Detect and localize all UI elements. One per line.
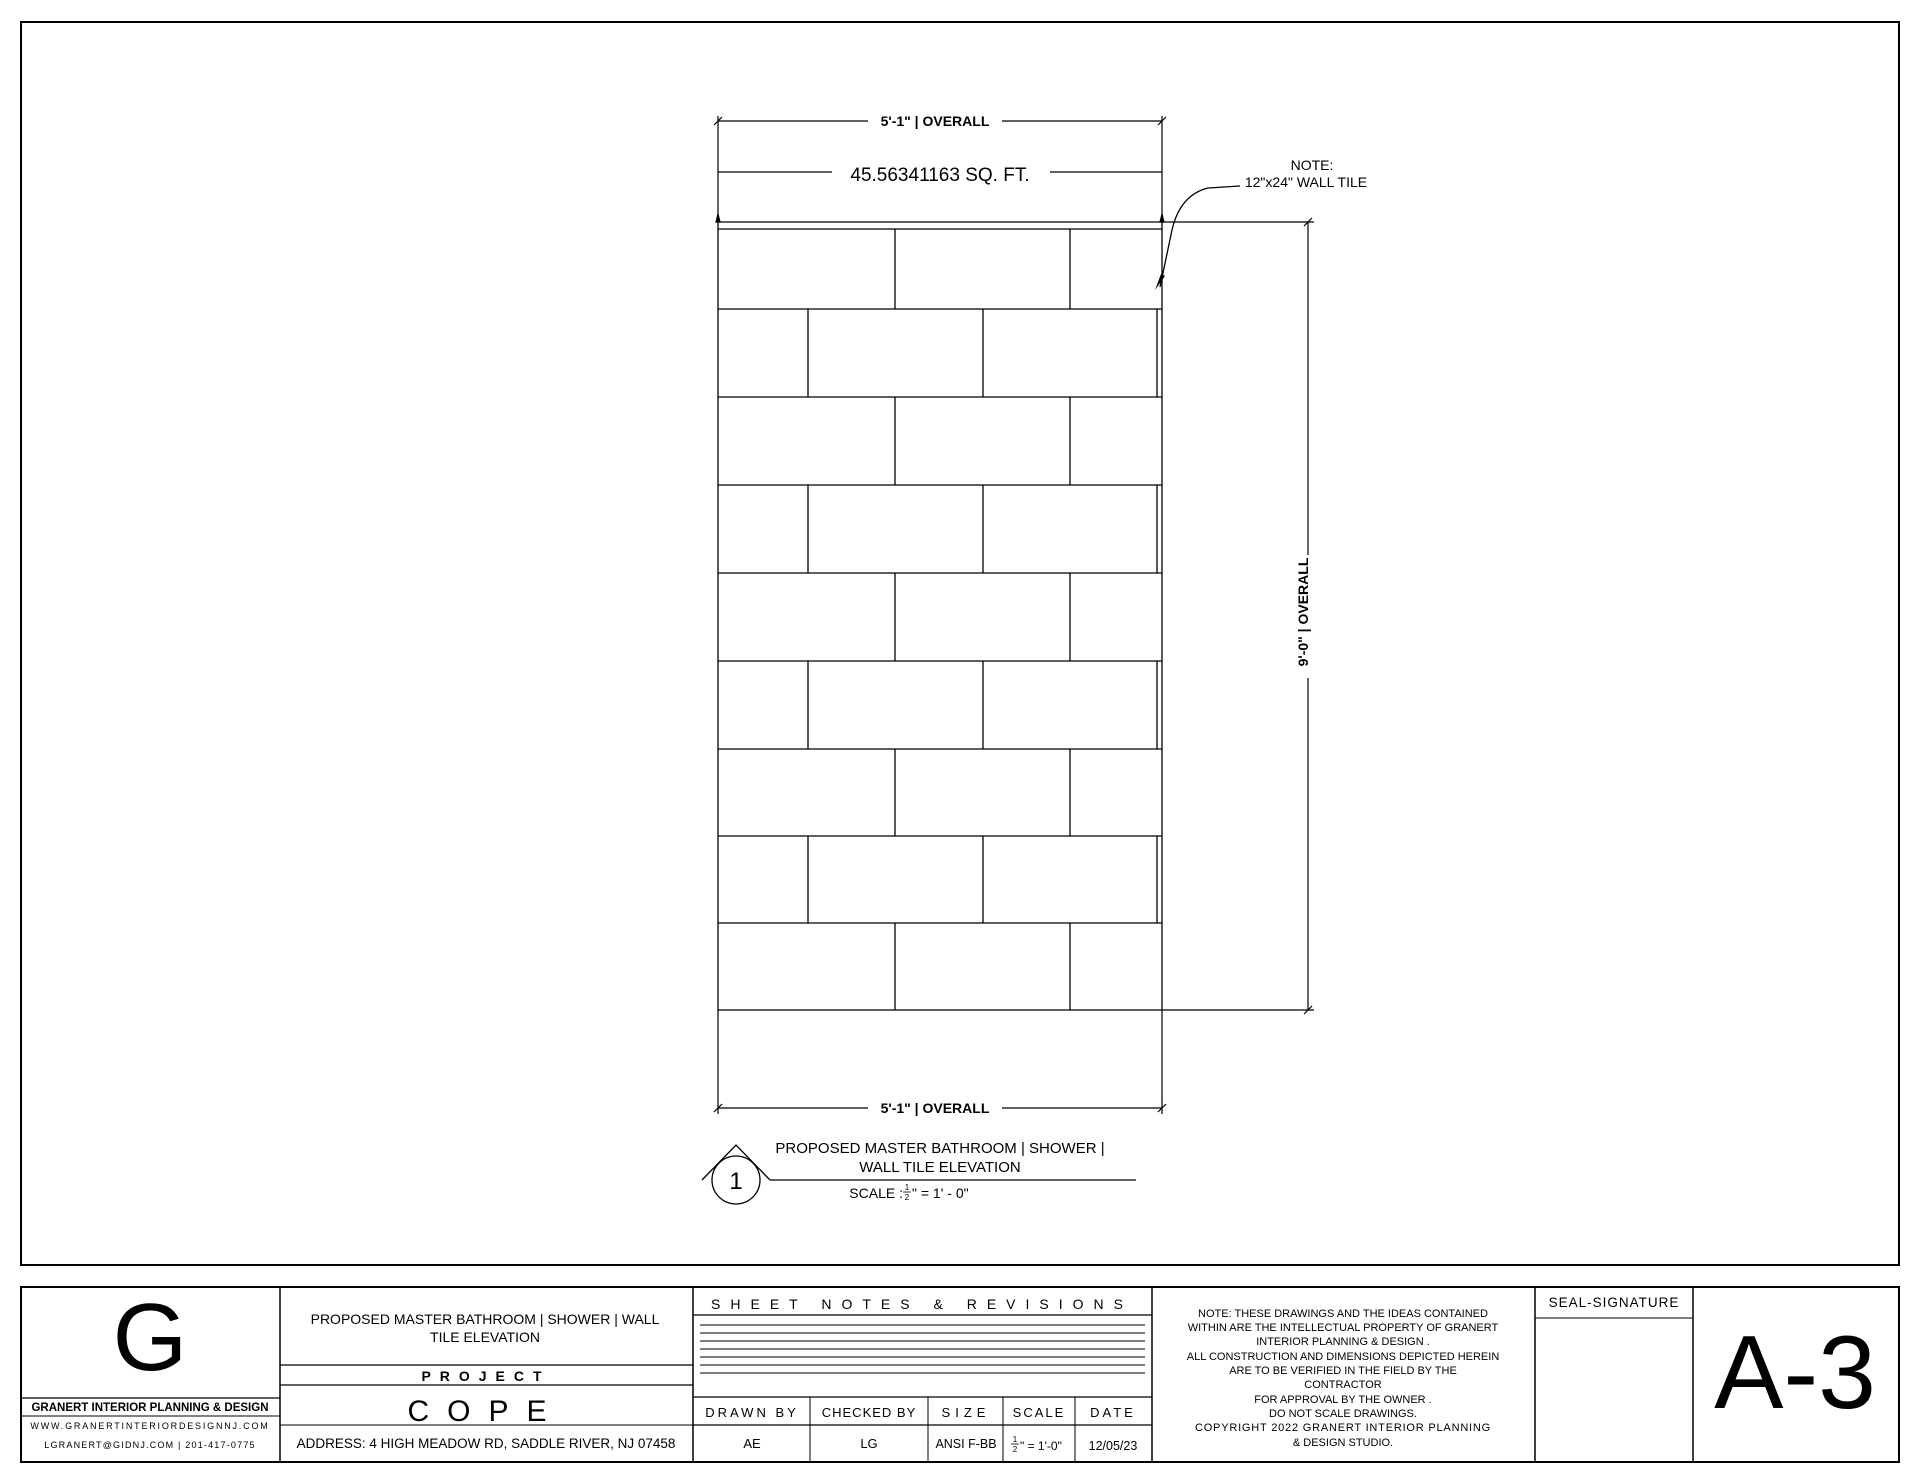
legal-note-line: COPYRIGHT 2022 GRANERT INTERIOR PLANNING (1194, 1422, 1492, 1434)
date-label: DATE (1090, 1405, 1136, 1420)
legal-note-line: CONTRACTOR (1304, 1379, 1382, 1391)
sheet-title-line1: PROPOSED MASTER BATHROOM | SHOWER | WALL (310, 1311, 660, 1327)
area-label: 45.56341163 SQ. FT. (850, 165, 1030, 186)
checked-by-label: CHECKED BY (821, 1405, 917, 1420)
legal-note-line: FOR APPROVAL BY THE OWNER . (1254, 1394, 1432, 1406)
sheet-title-line2: TILE ELEVATION (430, 1329, 540, 1345)
legal-note-line: DO NOT SCALE DRAWINGS. (1269, 1408, 1417, 1420)
company-contact: LGRANERT@GIDNJ.COM | 201-417-0775 (44, 1440, 256, 1450)
note-arrow-icon (1155, 274, 1165, 290)
sheet-notes-header: SHEET NOTES & REVISIONS (711, 1296, 1133, 1312)
note-text: 12"x24" WALL TILE (1244, 174, 1368, 190)
svg-text:2: 2 (1012, 1445, 1018, 1454)
logo-letter: G (112, 1284, 188, 1391)
callout-scale-fraction (903, 1183, 911, 1202)
bottom-dimension (714, 1010, 1166, 1114)
callout-scale-suffix: " = 1' - 0" (912, 1185, 969, 1201)
svg-text:1: 1 (1012, 1435, 1018, 1444)
legal-note-line: WITHIN ARE THE INTELLECTUAL PROPERTY OF GRANERT (1187, 1322, 1499, 1334)
right-dimension-label: 9'-0" | OVERALL (1295, 557, 1311, 667)
legal-note-line: INTERIOR PLANNING & DESIGN . (1256, 1336, 1430, 1348)
company-website: WWW.GRANERTINTERIORDESIGNNJ.COM (30, 1421, 270, 1431)
note-title: NOTE: (1290, 157, 1334, 173)
callout-scale-prefix: SCALE : (849, 1185, 903, 1201)
project-label: PROJECT (421, 1368, 551, 1384)
callout-title-line2: WALL TILE ELEVATION (859, 1159, 1021, 1176)
drawing-border (21, 22, 1899, 1265)
scale-value-fraction (1011, 1435, 1019, 1454)
callout-number: 1 (729, 1168, 743, 1195)
size-value: ANSI F-BB (935, 1437, 997, 1451)
right-dimension (1162, 218, 1314, 1014)
drawn-by-label: DRAWN BY (705, 1405, 799, 1420)
legal-note-line: ARE TO BE VERIFIED IN THE FIELD BY THE (1229, 1365, 1457, 1377)
sheet-number: A-3 (1714, 1315, 1876, 1431)
scale-label: SCALE (1012, 1405, 1066, 1420)
checked-by-value: LG (860, 1436, 878, 1451)
note-leader (1160, 186, 1240, 287)
top-dimension-label: 5'-1" | OVERALL (880, 113, 990, 129)
scale-value: " = 1'-0" (1020, 1439, 1062, 1453)
legal-note (1187, 1308, 1500, 1449)
legal-note-line: ALL CONSTRUCTION AND DIMENSIONS DEPICTED HEREIN (1186, 1351, 1500, 1363)
legal-note-line: NOTE: THESE DRAWINGS AND THE IDEAS CONTAINED (1198, 1308, 1488, 1320)
project-address: ADDRESS: 4 HIGH MEADOW RD, SADDLE RIVER, NJ 07458 (296, 1436, 676, 1451)
size-label: SIZE (941, 1405, 991, 1420)
company-name: GRANERT INTERIOR PLANNING & DESIGN (31, 1402, 269, 1414)
date-value: 12/05/23 (1088, 1439, 1138, 1453)
bottom-dimension-label: 5'-1" | OVERALL (880, 1100, 990, 1116)
project-name: COPE (407, 1395, 565, 1428)
svg-text:2: 2 (904, 1193, 910, 1202)
tile-elevation (718, 222, 1162, 1010)
drawn-by-value: AE (743, 1436, 761, 1451)
legal-note-line: & DESIGN STUDIO. (1292, 1437, 1394, 1449)
seal-signature-label: SEAL-SIGNATURE (1548, 1295, 1680, 1310)
svg-text:1: 1 (904, 1183, 910, 1192)
callout-title-line1: PROPOSED MASTER BATHROOM | SHOWER | (775, 1140, 1105, 1157)
